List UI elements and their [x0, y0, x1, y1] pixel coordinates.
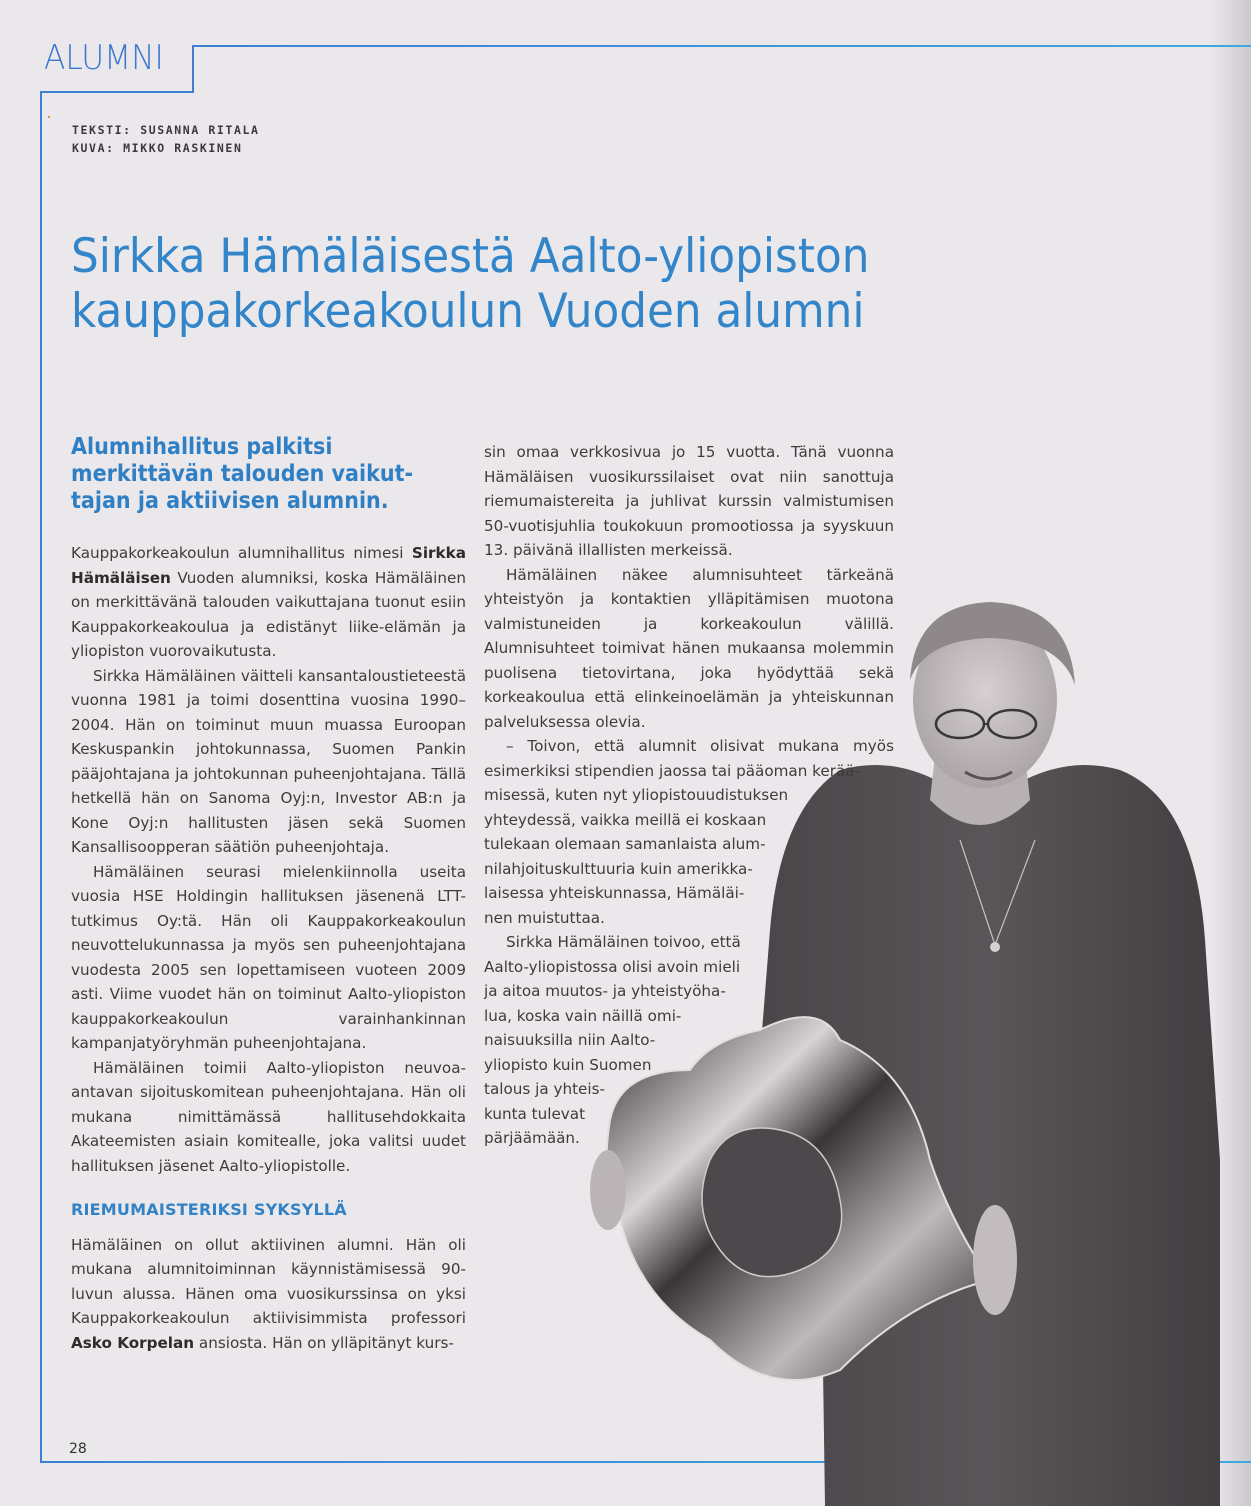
- text-line: Sirkka Hämäläinen toivoo, että: [506, 933, 741, 951]
- section-label: ALUMNI: [44, 38, 164, 78]
- text-line: ja aitoa muutos- ja yhteistyöha-: [484, 982, 726, 1000]
- closing-paragraph-wrapped: [484, 930, 894, 1151]
- text-line: Aalto-yliopistossa olisi avoin mieli: [484, 957, 741, 976]
- byline-photo-credit: KUVA: MIKKO RASKINEN: [72, 141, 243, 155]
- lead-line: tajan ja aktiivisen alumnin.: [71, 488, 389, 514]
- article-title-line: Sirkka Hämäläisestä Aalto-yliopiston: [71, 229, 870, 284]
- paragraph-text: Hämäläinen on ollut aktiivinen alumni. Hän oli mukana alumnitoiminnan käynnistämisessä 90-luvun alussa. Hänen oma vuosikurssinsa on yksi Kauppakorkeakoulun aktiivisimmista professori: [71, 1235, 466, 1327]
- text-line: kunta tulevat: [484, 1104, 586, 1123]
- text-line: nen muistuttaa.: [484, 908, 605, 927]
- paragraph-text: ansiosta. Hän on ylläpitänyt kurs-: [194, 1333, 454, 1352]
- pendant-shape: [990, 942, 1000, 952]
- text-line: talous ja yhteis-: [484, 1080, 606, 1098]
- article-column-left: [71, 541, 466, 1355]
- lead-line: merkittävän talouden vaikut-: [71, 461, 414, 487]
- lead-line: Alumnihallitus palkitsi: [71, 434, 333, 460]
- frame-tab-rule: [192, 45, 194, 93]
- paragraph: Hämäläinen näkee alumnisuhteet tärkeänä yhteistyön ja kontaktien ylläpitämisen muotona valmistuneiden ja korkeakoulun välillä. Alumnisuhteet toimivat hänen mukaansa molemmin puolisena tietovirtana, joka hyödyttää sekä korkeakoulua että elinkeinoelämän ja yhteiskunnan palveluksessa olevia.: [484, 565, 894, 731]
- text-line: pärjäämään.: [484, 1129, 580, 1147]
- text-line: nilahjoituskulttuuria kuin amerikka-: [484, 859, 753, 878]
- article-title-line: kauppakorkeakoulun Vuoden alumni: [71, 284, 865, 339]
- article-column-right: [484, 440, 894, 1151]
- paragraph-text: Vuoden alumniksi, koska Hämäläinen on merkittävänä talouden vaikuttajana tuonut esiin Kauppakorkeakoulua ja edistänyt liike-elämän ja yliopiston vuorovaikutusta.: [71, 568, 466, 660]
- subheading: RIEMUMAISTERIKSI SYKSYLLÄ: [71, 1200, 347, 1219]
- text-line: misessä, kuten nyt yliopistouudistuksen: [484, 786, 789, 804]
- paragraph-text: Kauppakorkeakoulun alumnihallitus nimesi: [71, 544, 412, 562]
- paragraph-continuation: sin omaa verkkosivua jo 15 vuotta. Tänä vuonna Hämäläisen vuosikurssilaiset ovat niin sanottuja riemumaistereita ja juhlivat kurssin valmistumisen 50-vuotisjuhlia toukokuun promootiossa ja syyskuun 13. päivänä illallisten merkeissä.: [484, 443, 894, 559]
- bold-name: Sirkka Hämäläisen: [71, 544, 466, 587]
- quote-paragraph-wrapped: [484, 783, 894, 930]
- bold-name: Asko Korpelan: [71, 1333, 195, 1352]
- frame-top-rule: [192, 45, 1251, 47]
- paragraph: [71, 1233, 466, 1356]
- paragraph: Sirkka Hämäläinen väitteli kansantaloustieteestä vuonna 1981 ja toimi dosenttina vuosina 1990–2004. Hän on toiminut muun muassa Euroopan Keskuspankin johtokunnassa, Suomen Pankin pääjohtajana ja johtokunnan puheenjohtajana. Tällä hetkellä hän on Sanoma Oyj:n, Investor AB:n ja Kone Oyj:n hallitusten jäsen sekä Suomen Kansallisoopperan säätiön puheenjohtaja.: [71, 666, 466, 856]
- page-number: 28: [69, 1441, 87, 1457]
- text-line: tulekaan olemaan samanlaista alum-: [484, 835, 766, 853]
- text-line: yliopisto kuin Suomen: [484, 1055, 652, 1074]
- quote-paragraph: – Toivon, että alumnit olisivat mukana myös esimerkiksi stipendien jaossa tai pääoman kerää-: [484, 737, 894, 780]
- text-line: yhteydessä, vaikka meillä ei koskaan: [484, 810, 767, 829]
- paragraph: [71, 541, 466, 664]
- print-speck: [48, 116, 50, 118]
- byline-text-credit: TEKSTI: SUSANNA RITALA: [72, 123, 260, 137]
- frame-tab-rule-horizontal: [40, 91, 194, 93]
- text-line: naisuuksilla niin Aalto-: [484, 1031, 656, 1049]
- paragraph: Hämäläinen seurasi mielenkiinnolla useita vuosia HSE Holdingin hallituksen jäsenenä LTT-tutkimus Oy:tä. Hän oli Kauppakorkeakoulun neuvottelukunnassa ja myös sen puheenjohtajana vuodesta 2005 sen lopettamiseen vuoteen 2009 asti. Viime vuodet hän on toiminut Aalto-yliopiston kauppakorkeakoulun varainhankinnan kampanjatyöryhmän puheenjohtajana.: [71, 862, 466, 1052]
- text-line: lua, koska vain näillä omi-: [484, 1006, 682, 1025]
- article-lead-heading: [71, 434, 431, 515]
- text-line: laisessa yhteiskunnassa, Hämäläi-: [484, 884, 745, 902]
- article-title: [71, 229, 908, 339]
- paragraph: Hämäläinen toimii Aalto-yliopiston neuvoa-antavan sijoituskomitean puheenjohtajana. Hän oli mukana nimittämässä hallitusehdokkaita Akateemisten asiain komitealle, joka valitsi uudet hallituksen jäsenet Aalto-yliopistolle.: [71, 1058, 466, 1175]
- right-hand-shape: [973, 1205, 1017, 1315]
- left-hand-shape: [590, 1150, 626, 1230]
- frame-left-rule: [40, 91, 42, 1463]
- byline: [72, 121, 260, 157]
